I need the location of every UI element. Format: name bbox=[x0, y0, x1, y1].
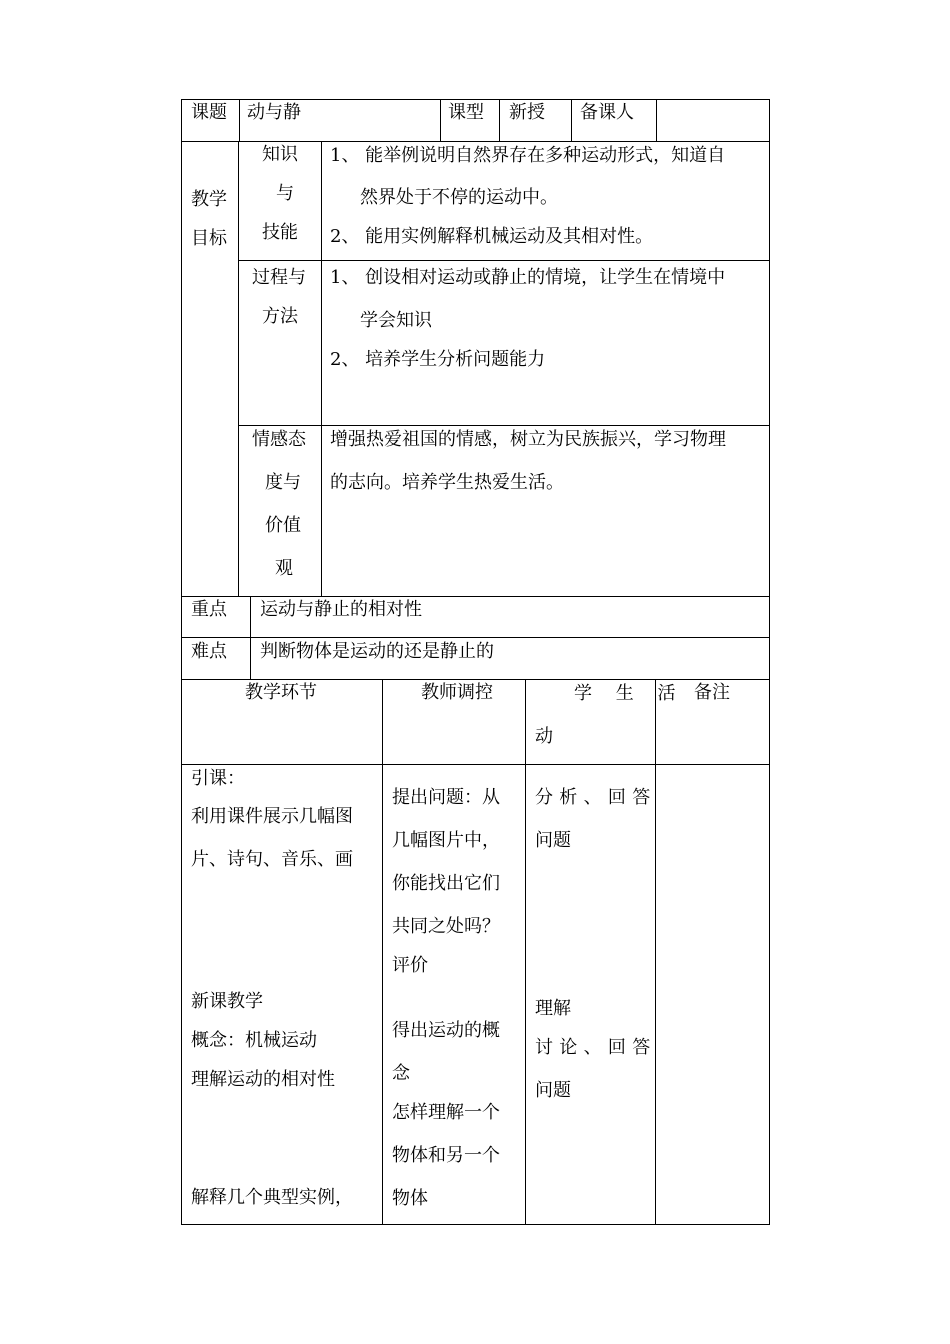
process-item: 学会知识 bbox=[360, 310, 432, 331]
key-point-label: 重点 bbox=[191, 599, 227, 620]
knowledge-item: 然界处于不停的运动中。 bbox=[360, 187, 558, 208]
divider bbox=[238, 260, 770, 261]
student-text: 问题 bbox=[535, 830, 571, 851]
knowledge-label: 与 bbox=[276, 183, 294, 204]
divider bbox=[655, 679, 656, 1225]
knowledge-item: 2、 能用实例解释机械运动及其相对性。 bbox=[330, 226, 654, 247]
student-text: 讨论、回答 bbox=[535, 1037, 657, 1058]
knowledge-label: 技能 bbox=[262, 222, 298, 243]
stage-text: 新课教学 bbox=[191, 991, 263, 1012]
stage-text: 利用课件展示几幅图 bbox=[191, 806, 353, 827]
divider bbox=[382, 679, 383, 1225]
teacher-text: 共同之处吗？ bbox=[392, 916, 500, 937]
header-stage: 教学环节 bbox=[245, 682, 317, 703]
divider bbox=[181, 764, 770, 765]
difficulty-label: 难点 bbox=[191, 641, 227, 662]
stage-text: 引课： bbox=[191, 768, 245, 789]
header-student: 动 bbox=[535, 726, 553, 747]
teacher-text: 提出问题：从 bbox=[392, 787, 500, 808]
type-label: 课型 bbox=[448, 102, 484, 123]
student-text: 理解 bbox=[535, 998, 571, 1019]
border-left bbox=[181, 99, 182, 1225]
student-text: 分析、回答 bbox=[535, 787, 657, 808]
teacher-text: 评价 bbox=[392, 955, 428, 976]
goals-label: 教学 bbox=[191, 189, 227, 210]
teacher-text: 得出运动的概 bbox=[392, 1020, 500, 1041]
knowledge-item: 1、 能举例说明自然界存在多种运动形式，知道自 bbox=[330, 145, 726, 166]
divider bbox=[571, 99, 572, 141]
key-point-value: 运动与静止的相对性 bbox=[260, 599, 422, 620]
divider bbox=[656, 99, 657, 141]
teacher-text: 物体 bbox=[392, 1188, 428, 1209]
teacher-text: 念 bbox=[392, 1063, 410, 1084]
header-student: 学 生 活 bbox=[574, 683, 685, 704]
divider bbox=[239, 99, 240, 141]
goals-label: 目标 bbox=[191, 228, 227, 249]
divider bbox=[238, 425, 770, 426]
stage-text: 理解运动的相对性 bbox=[191, 1069, 335, 1090]
emotion-label: 观 bbox=[275, 558, 293, 579]
border-top bbox=[181, 99, 770, 100]
type-value: 新授 bbox=[509, 102, 545, 123]
process-label: 过程与 bbox=[252, 267, 306, 288]
divider bbox=[181, 637, 770, 638]
topic-value: 动与静 bbox=[247, 102, 301, 123]
teacher-text: 物体和另一个 bbox=[392, 1145, 500, 1166]
knowledge-label: 知识 bbox=[262, 144, 298, 165]
emotion-label: 情感态 bbox=[252, 429, 306, 450]
process-label: 方法 bbox=[262, 306, 298, 327]
divider bbox=[321, 141, 322, 596]
divider bbox=[238, 141, 239, 596]
emotion-label: 价值 bbox=[265, 515, 301, 536]
process-item: 1、 创设相对运动或静止的情境，让学生在情境中 bbox=[330, 267, 726, 288]
divider bbox=[525, 679, 526, 1225]
border-bottom bbox=[181, 1224, 770, 1225]
emotion-label: 度与 bbox=[265, 472, 301, 493]
teacher-text: 怎样理解一个 bbox=[392, 1102, 500, 1123]
preparer-label: 备课人 bbox=[580, 102, 634, 123]
divider bbox=[440, 99, 441, 141]
emotion-text: 增强热爱祖国的情感，树立为民族振兴，学习物理 bbox=[330, 429, 726, 450]
process-item: 2、 培养学生分析问题能力 bbox=[330, 349, 546, 370]
divider bbox=[181, 596, 770, 597]
stage-text: 概念：机械运动 bbox=[191, 1030, 317, 1051]
difficulty-value: 判断物体是运动的还是静止的 bbox=[260, 641, 494, 662]
header-teacher: 教师调控 bbox=[421, 682, 493, 703]
divider bbox=[181, 679, 770, 680]
teacher-text: 几幅图片中， bbox=[392, 830, 500, 851]
divider bbox=[499, 99, 500, 141]
student-text: 问题 bbox=[535, 1080, 571, 1101]
stage-text: 片、诗句、音乐、画 bbox=[191, 849, 353, 870]
emotion-text: 的志向。培养学生热爱生活。 bbox=[330, 472, 564, 493]
divider bbox=[181, 141, 770, 142]
stage-text: 解释几个典型实例， bbox=[191, 1187, 353, 1208]
header-note: 备注 bbox=[694, 682, 730, 703]
teacher-text: 你能找出它们 bbox=[392, 873, 500, 894]
border-right bbox=[769, 99, 770, 1225]
topic-label: 课题 bbox=[191, 102, 227, 123]
